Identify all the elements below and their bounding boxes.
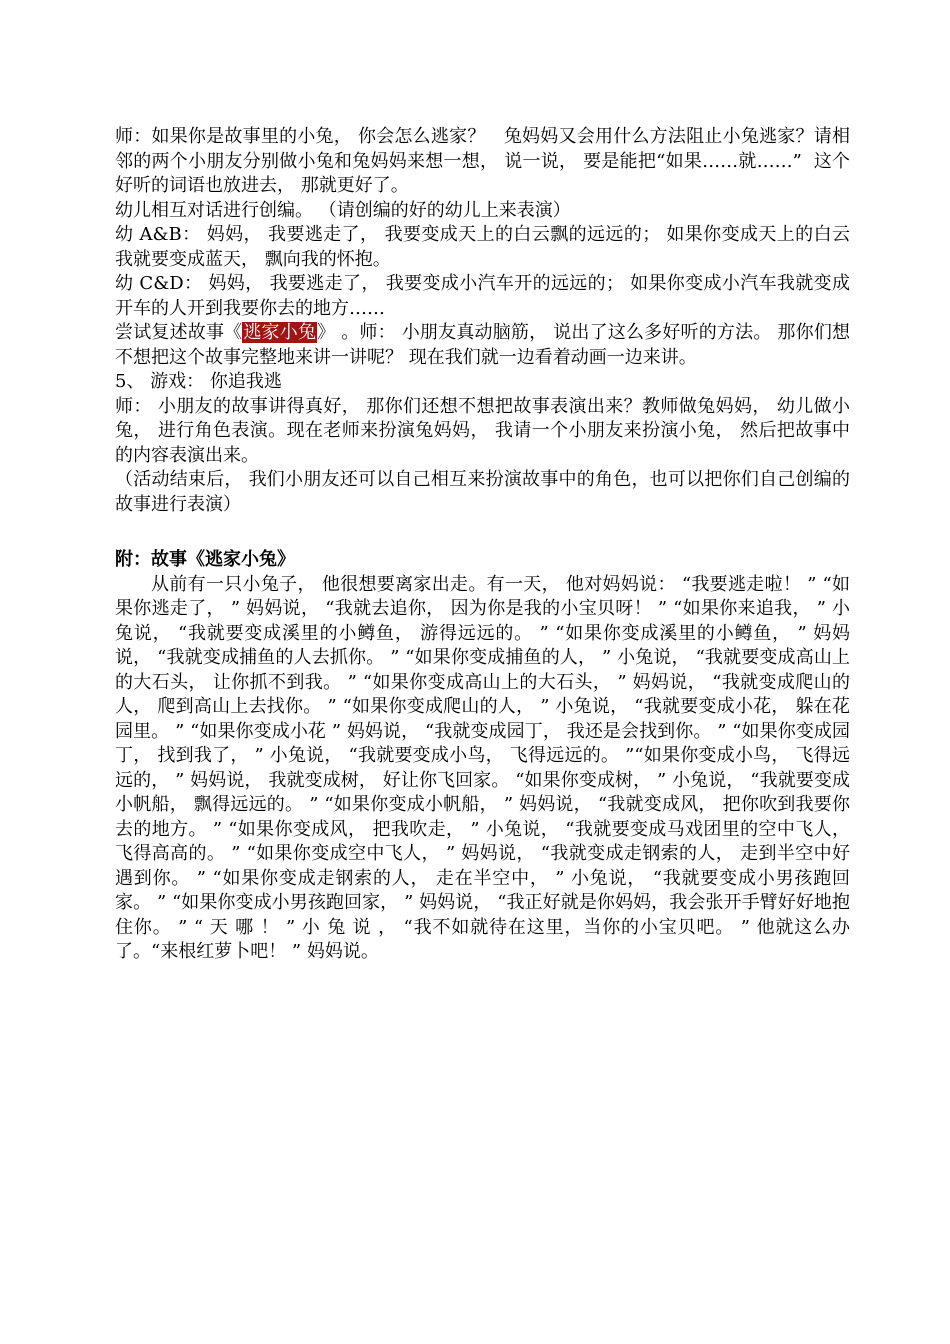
retell-suffix: 》 。师： 小朋友真动脑筋， 说出了这么多好听的方法。 那你们想不想把这个故事完整地来讲一讲呢？ 现在我们就一边看着动画一边来讲。 — [115, 322, 851, 368]
teacher-question: 师：如果你是故事里的小兔， 你会怎么逃家？ 兔妈妈又会用什么方法阻止小兔逃家？请相邻的两个小朋友分别做小兔和兔妈妈来想一想， 说一说， 要是能把“如果……就……” 这个好听的词语也放进去， 那就更好了。 — [115, 126, 850, 196]
dialog-cd: 幼 C&D： 妈妈， 我要逃走了， 我要变成小汽车开的远远的； 如果你变成小汽车我就变成开车的人开到我要你去的地方…… — [115, 273, 850, 319]
after-activity-note: （活动结束后， 我们小朋友还可以自己相互来扮演故事中的角色，也可以把你们自己创编的故事进行表演） — [115, 469, 850, 515]
section-5-heading: 5、 游戏： 你追我逃 — [115, 371, 282, 392]
retell-paragraph — [115, 321, 850, 370]
lesson-section — [115, 125, 850, 517]
appendix-section — [115, 548, 856, 965]
dialog-ab: 幼 A&B： 妈妈， 我要逃走了， 我要变成天上的白云飘的远远的； 如果你变成天上的白云我就要变成蓝天， 飘向我的怀抱。 — [115, 224, 850, 270]
story-text: 从前有一只小兔子， 他很想要离家出走。有一天， 他对妈妈说： “我要逃走啦！ ” “如果你逃走了， ” 妈妈说， “我就去追你， 因为你是我的小宝贝呀！ ” “如果你来追我， ” 小兔说， “我就要变成溪里的小鳟鱼， 游得远远的。 ” “如果你变成溪里的小鳟鱼， ” 妈妈说， “我就变成捕鱼的人去抓你。 ” “如果你变成捕鱼的人， ” 小兔说， “我就要变成高山上的大石头， 让你抓不到我。 ” “如果你变成高山上的大石头， ” 妈妈说， “我就变成爬山的人， 爬到高山上去找你。 ” “如果你变成爬山的人， ” 小兔说， “我就要变成小花， 躲在花园里。 ” “如果你变成小花 ” 妈妈说， “我就变成园丁， 我还是会找到你。 ” “如果你变成园丁， 找到我了， ” 小兔说， “我就要变成小鸟， 飞得远远的。 ”“如果你变成小鸟， 飞得远远的， ” 妈妈说， 我就变成树， 好让你飞回家。 “如果你变成树， ” 小兔说， “我就要变成小帆船， 飘得远远的。 ” “如果你变成小帆船， ” 妈妈说， “我就变成风， 把你吹到我要你去的地方。 ” “如果你变成风， 把我吹走， ” 小兔说， “我就要变成马戏团里的空中飞人， 飞得高高的。 ” “如果你变成空中飞人， ” 妈妈说， “我就变成走钢索的人， 走到半空中好遇到你。 ” “如果你变成走钢索的人， 走在半空中， ” 小兔说， “我就要变成小男孩跑回家。 ” “如果你变成小男孩跑回家， ” 妈妈说， “我正好就是你妈妈，我会张开手臂好好地抱住你。 ” “ 天 哪 ！ ” 小 兔 说 ， “我不如就待在这里，当你的小宝贝吧。 ” 他就这么办了。“来根红萝卜吧！ ” 妈妈说。 — [115, 573, 856, 962]
highlighted-story-title: 逃家小兔 — [243, 322, 317, 343]
retell-prefix: 尝试复述故事《 — [115, 322, 243, 343]
appendix-title: 附：故事《逃家小兔》 — [115, 549, 295, 570]
activity-note: 幼儿相互对话进行创编。 （请创编的好的幼儿上来表演） — [115, 199, 571, 221]
game-text: 师： 小朋友的故事讲得真好， 那你们还想不想把故事表演出来？教师做兔妈妈， 幼儿做小兔， 进行角色表演。现在老师来扮演兔妈妈， 我请一个小朋友来扮演小兔， 然后把故事中的内容表演出来。 — [115, 395, 850, 466]
